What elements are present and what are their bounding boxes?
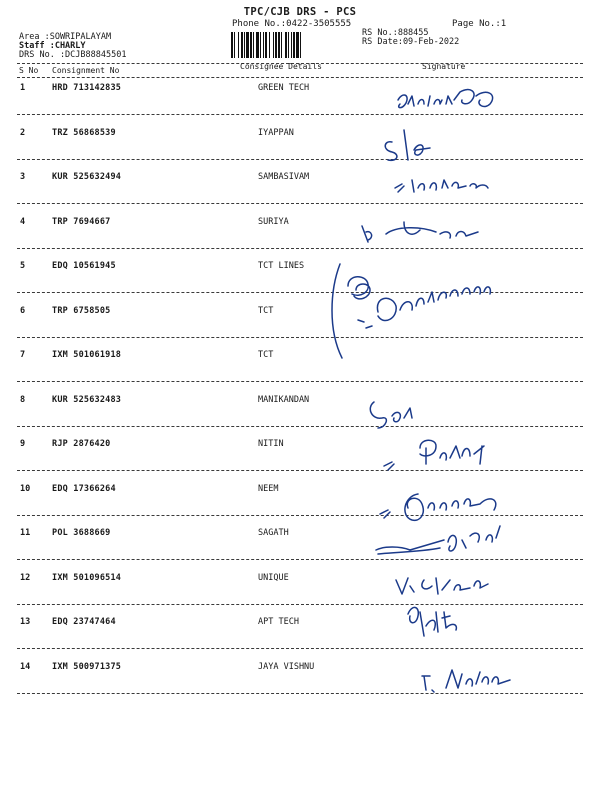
row-serial-number: 9	[20, 439, 26, 449]
signature-1	[398, 90, 493, 108]
signature-6	[370, 402, 412, 428]
row-consignment-number: EDQ 10561945	[52, 261, 116, 271]
staff-label: Staff :CHARLY	[19, 41, 86, 51]
col-header-consignment: Consignment No	[52, 66, 120, 75]
row-consignee-name: TCT	[258, 350, 274, 360]
row-serial-number: 12	[20, 572, 31, 583]
row-consignee-name: NITIN	[258, 439, 284, 449]
row-consignee-name: GREEN TECH	[258, 83, 310, 93]
signature-8	[380, 494, 496, 520]
signature-7	[384, 440, 484, 470]
row-serial-number: 5	[20, 261, 26, 271]
row-consignee-name: SAMBASIVAM	[258, 172, 310, 182]
row-serial-number: 14	[20, 661, 31, 672]
col-header-sno: S No	[19, 66, 39, 75]
row-consignee-name: SURIYA	[258, 216, 289, 227]
row-consignment-number: IXM 501061918	[52, 350, 122, 360]
col-header-consignee: Consignee Details	[240, 62, 322, 71]
row-consignment-number: HRD 713142835	[52, 83, 122, 93]
signature-9	[376, 526, 500, 554]
row-consignment-number: IXM 501096514	[52, 572, 122, 583]
row-serial-number: 13	[20, 617, 31, 627]
row-consignee-name: SAGATH	[258, 528, 289, 538]
row-consignment-number: EDQ 23747464	[52, 617, 116, 627]
signature-2	[385, 130, 430, 160]
row-consignee-name: UNIQUE	[258, 572, 289, 583]
row-consignment-number: TRZ 56868539	[52, 127, 116, 138]
row-consignment-number: KUR 525632483	[52, 394, 122, 405]
row-serial-number: 10	[20, 483, 31, 494]
row-consignee-name: TCT	[258, 305, 274, 316]
row-consignee-name: IYAPPAN	[258, 127, 294, 138]
row-serial-number: 1	[20, 83, 26, 93]
row-consignee-name: JAYA VISHNU	[258, 661, 315, 672]
page-number: Page No.:1	[452, 19, 507, 29]
row-consignment-number: POL 3688669	[52, 528, 111, 538]
document-title: TPC/CJB DRS - PCS	[243, 6, 357, 18]
row-serial-number: 4	[20, 216, 26, 227]
row-serial-number: 3	[20, 172, 26, 182]
col-header-signature: Signature	[422, 62, 466, 71]
row-consignee-name: TCT LINES	[258, 261, 305, 271]
row-consignment-number: IXM 500971375	[52, 661, 122, 672]
signature-4	[362, 222, 478, 242]
signature-10	[396, 578, 488, 594]
row-serial-number: 2	[20, 127, 26, 138]
row-serial-number: 8	[20, 394, 26, 405]
area-label: Area :SOWRIPALAYAM	[19, 32, 112, 42]
row-consignee-name: MANIKANDAN	[258, 394, 310, 405]
row-serial-number: 7	[20, 350, 26, 360]
signature-5	[332, 264, 490, 358]
signature-12	[422, 670, 510, 692]
drs-number: DRS No. :DCJB88845501	[19, 50, 127, 60]
row-consignment-number: TRP 6758505	[52, 305, 111, 316]
row-consignment-number: RJP 2876420	[52, 439, 111, 449]
row-consignee-name: APT TECH	[258, 617, 299, 627]
row-serial-number: 11	[20, 528, 31, 538]
rs-date: RS Date:09-Feb-2022	[362, 37, 460, 47]
signature-11	[408, 607, 456, 636]
signature-3	[395, 180, 488, 192]
row-consignee-name: NEEM	[258, 483, 279, 494]
row-consignment-number: TRP 7694667	[52, 216, 111, 227]
rs-number: RS No.:888455	[362, 28, 429, 38]
row-consignment-number: KUR 525632494	[52, 172, 122, 182]
row-serial-number: 6	[20, 305, 26, 316]
row-consignment-number: EDQ 17366264	[52, 483, 116, 494]
phone-number: Phone No.:0422-3505555	[232, 19, 352, 29]
